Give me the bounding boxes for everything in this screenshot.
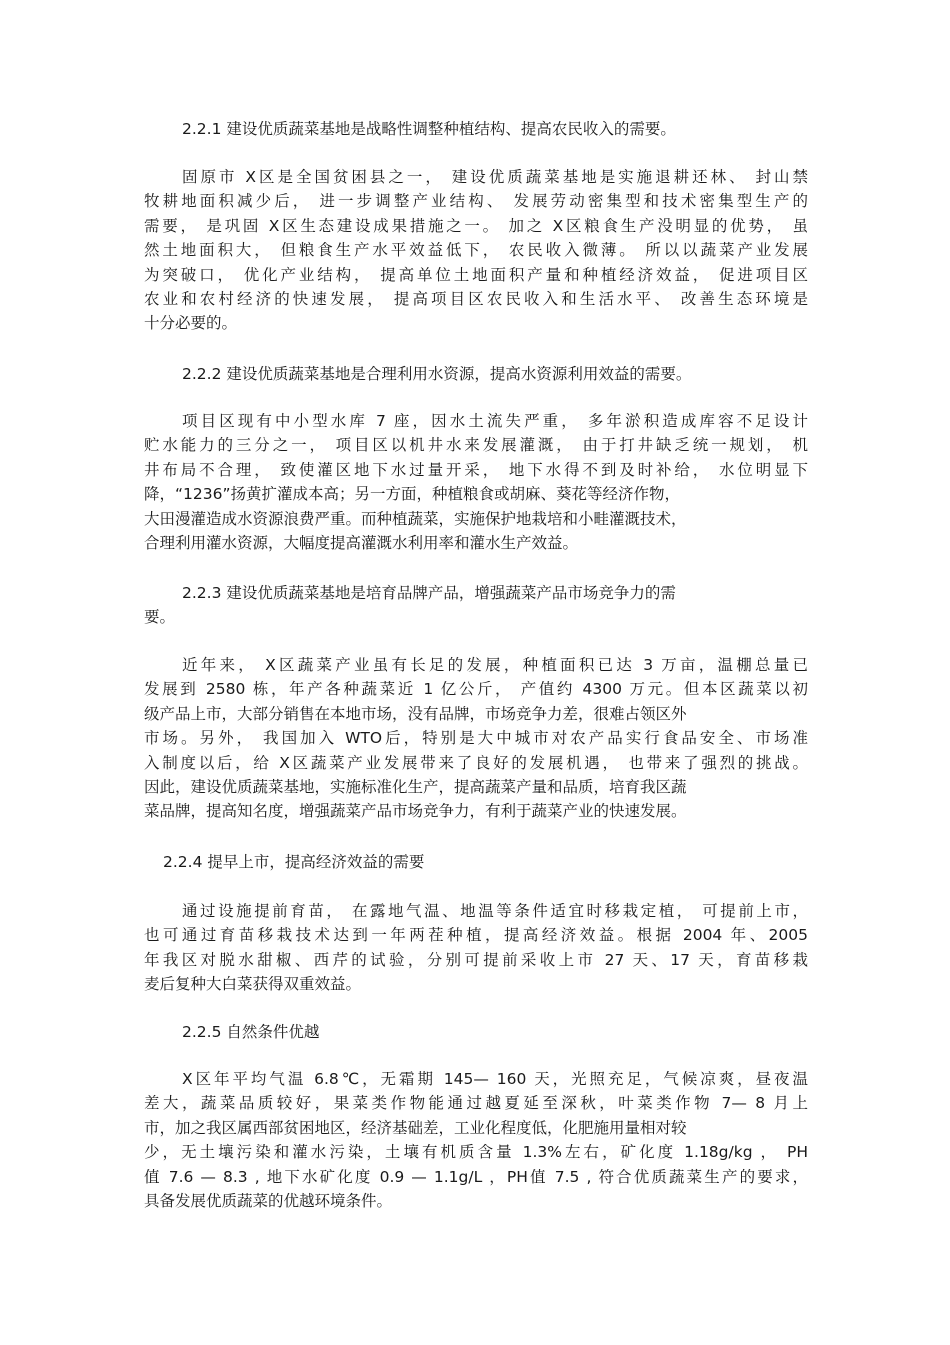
body-line: 十分必要的。 [144,314,238,333]
body-line: 固原市 X区是全国贫困县之一， 建设优质蔬菜基地是实施退耕还林、 封山禁 [182,168,808,186]
body-line: 牧耕地面积减少后， 进一步调整产业结构、 发展劳动密集型和技术密集型生产的 [144,192,808,211]
body-line: 菜品牌，提高知名度，增强蔬菜产品市场竞争力，有利于蔬菜产业的快速发展。 [144,802,687,821]
body-line: 年我区对脱水甜椒、西芹的试验，分别可提前采收上市 27 天、17 天，育苗移栽 [144,950,808,969]
body-line: 少，无土壤污染和灌水污染，土壤有机质含量 1.3%左右，矿化度 1.18g/kg ， PH [144,1143,808,1162]
body-line: 然土地面积大， 但粮食生产水平效益低下， 农民收入微薄。 所以以蔬菜产业发展 [144,241,808,260]
body-line: 也可通过育苗移栽技术达到一年两茬种植，提高经济效益。根据 2004 年、2005 [144,926,808,945]
body-line: 项目区现有中小型水库 7 座，因水土流失严重， 多年淤积造成库容不足设计 [182,412,808,430]
section-heading-2-2-1: 2.2.1 建设优质蔬菜基地是战略性调整种植结构、提高农民收入的需要。 [182,120,676,138]
body-line: 具备发展优质蔬菜的优越环境条件。 [144,1191,393,1210]
body-line: 因此，建设优质蔬菜基地，实施标准化生产，提高蔬菜产量和品质，培育我区蔬 [144,777,687,796]
section-body-2-2-2 [144,409,808,555]
section-heading-2-2-3: 2.2.3 建设优质蔬菜基地是培育品牌产品，增强蔬菜产品市场竞争力的需 [182,584,676,602]
body-line: 近年来， X区蔬菜产业虽有长足的发展，种植面积已达 3 万亩，温棚总量已 [182,656,808,674]
body-line: 井布局不合理， 致使灌区地下水过量开采， 地下水得不到及时补给， 水位明显下 [144,460,808,479]
section-body-2-2-3 [144,653,808,824]
section-body-2-2-1 [144,165,808,336]
body-line: 降，“1236”扬黄扩灌成本高；另一方面，种植粮食或胡麻、葵花等经济作物， [144,485,681,504]
body-line: 市场。另外， 我国加入 WTO后，特别是大中城市对农产品实行食品安全、市场准 [144,729,808,748]
body-line: 麦后复种大白菜获得双重效益。 [144,975,362,994]
body-line: 为突破口， 优化产业结构， 提高单位土地面积产量和种植经济效益， 促进项目区 [144,265,808,284]
body-line: 通过设施提前育苗， 在露地气温、地温等条件适宜时移栽定植， 可提前上市， [182,902,808,920]
body-line: 发展到 2580 栋，年产各种蔬菜近 1 亿公斤， 产值约 4300 万元。但本区蔬菜以初 [144,680,808,699]
body-line: 贮水能力的三分之一， 项目区以机井水来发展灌溉， 由于打井缺乏统一规划， 机 [144,436,808,455]
section-body-2-2-5 [144,1067,808,1213]
section-body-2-2-4 [144,899,808,997]
body-line: 需要， 是巩固 X区生态建设成果措施之一。 加之 X区粮食生产没明显的优势， 虽 [144,216,808,235]
section-heading-2-2-3-cont: 要。 [144,608,176,626]
body-line: 市，加之我区属西部贫困地区，经济基础差，工业化程度低，化肥施用量相对较 [144,1118,687,1137]
body-line: 农业和农村经济的快速发展， 提高项目区农民收入和生活水平、 改善生态环境是 [144,289,808,308]
body-line: 入制度以后，给 X区蔬菜产业发展带来了良好的发展机遇， 也带来了强烈的挑战。 [144,753,808,772]
body-line: X区年平均气温 6.8℃，无霜期 145— 160 天，光照充足，气候凉爽，昼夜温 [182,1070,808,1088]
section-heading-2-2-5: 2.2.5 自然条件优越 [182,1023,320,1041]
body-line: 级产品上市，大部分销售在本地市场，没有品牌，市场竞争力差，很难占领区外 [144,704,687,723]
body-line: 差大，蔬菜品质较好，果菜类作物能通过越夏延至深秋，叶菜类作物 7— 8 月上 [144,1094,808,1113]
body-line: 值 7.6 — 8.3 , 地下水矿化度 0.9 — 1.1g/L ，PH值 7.5 , 符合优质蔬菜生产的要求， [144,1167,808,1186]
section-heading-2-2-4: 2.2.4 提早上市，提高经济效益的需要 [163,853,425,871]
body-line: 大田漫灌造成水资源浪费严重。而种植蔬菜，实施保护地栽培和小畦灌溉技术， [144,509,687,528]
body-line: 合理利用灌水资源，大幅度提高灌溉水利用率和灌水生产效益。 [144,533,579,552]
section-heading-2-2-2: 2.2.2 建设优质蔬菜基地是合理利用水资源，提高水资源利用效益的需要。 [182,365,692,383]
